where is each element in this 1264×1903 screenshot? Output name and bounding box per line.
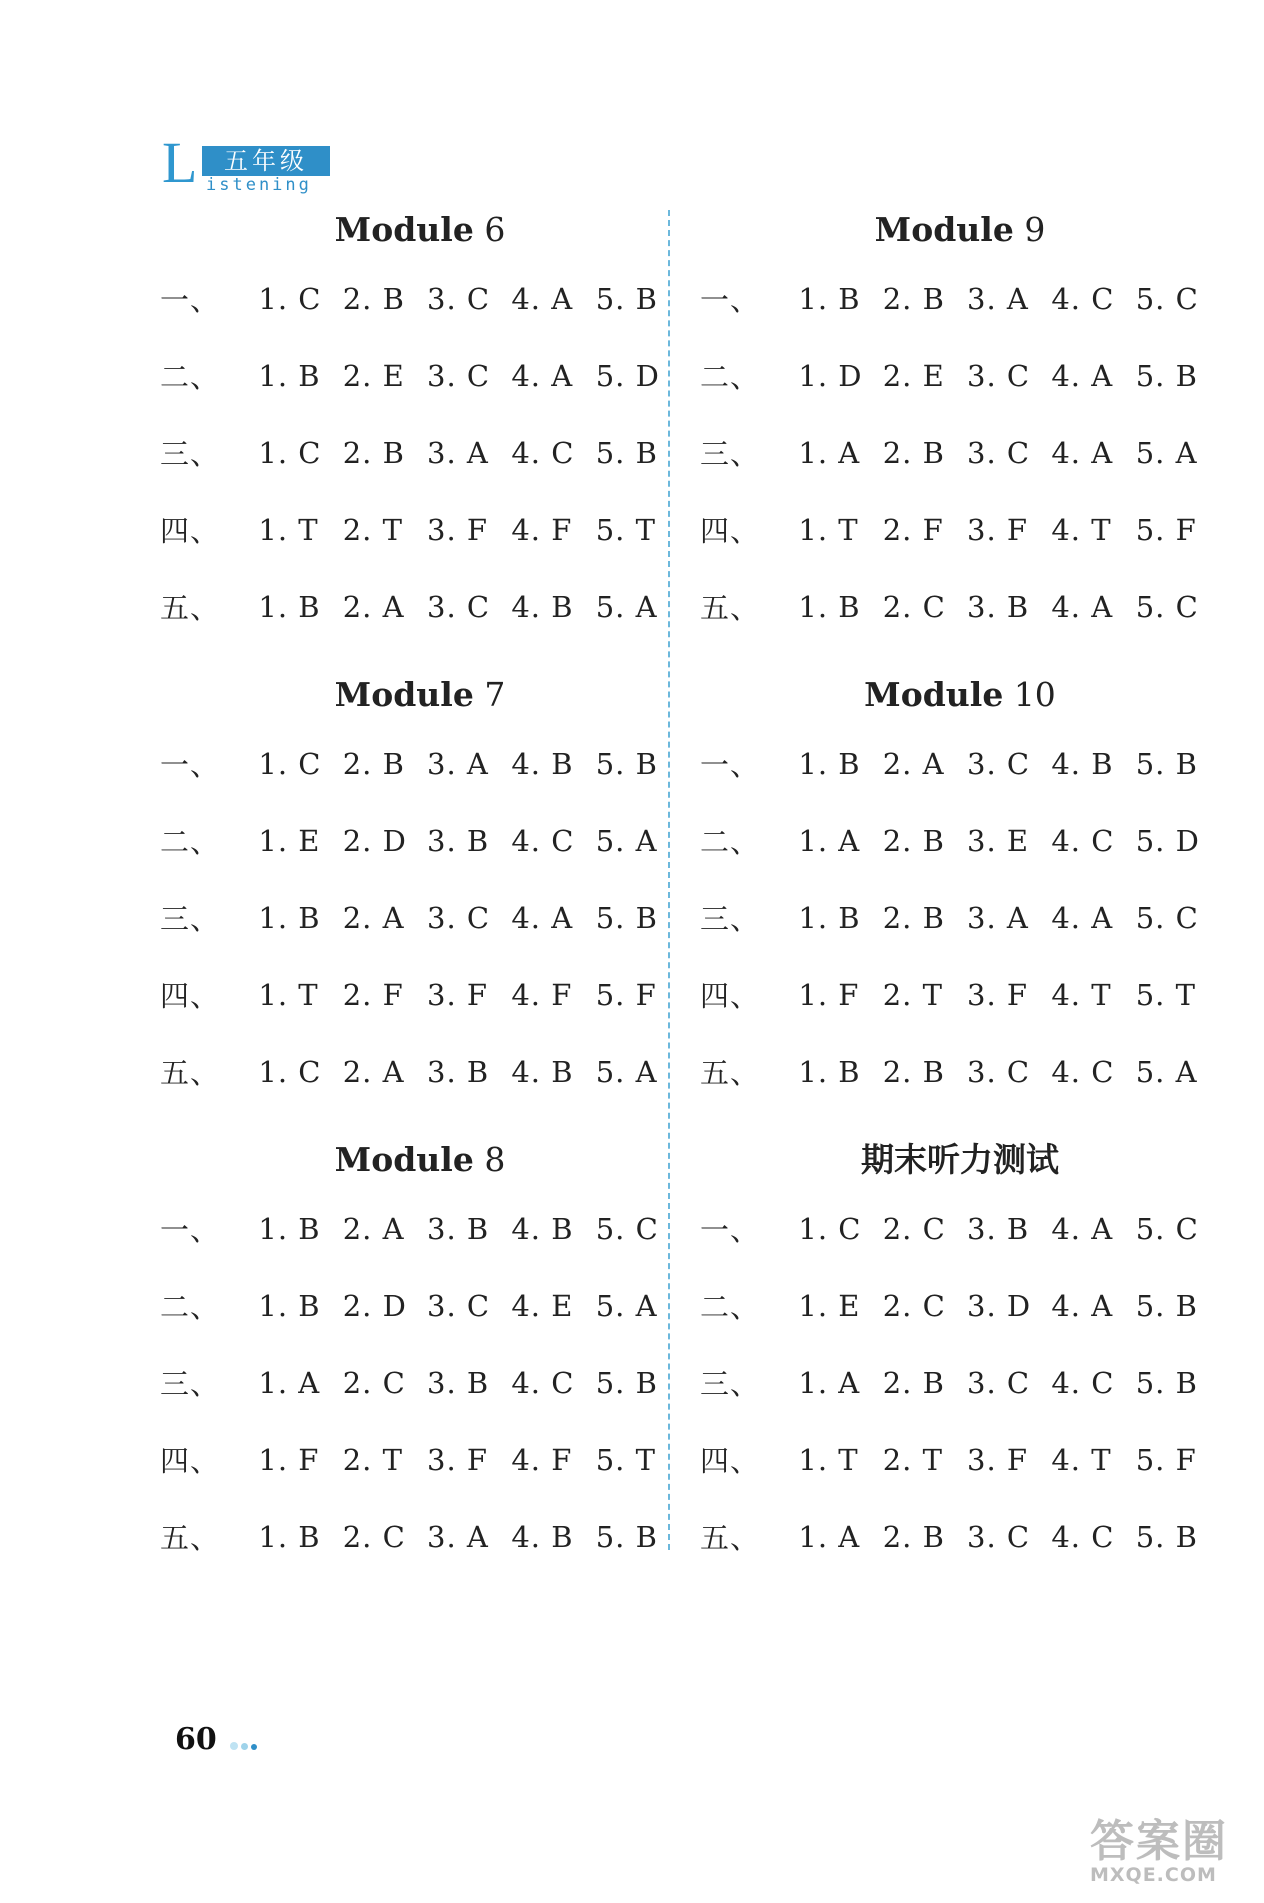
answer-row	[700, 1498, 1220, 1575]
question-part-label: 四、	[700, 514, 761, 548]
answer-item: 1. C	[258, 435, 322, 470]
answer-item: 4. C	[1051, 281, 1115, 316]
question-part-label: 五、	[160, 1056, 221, 1090]
answer-item: 1. B	[798, 900, 861, 935]
answer-item: 2. A	[342, 1054, 405, 1089]
question-part-label: 二、	[160, 825, 221, 859]
question-part-label: 二、	[160, 360, 221, 394]
answer-row	[160, 491, 680, 568]
question-part-label: 三、	[160, 1367, 221, 1401]
answer-item: 3. C	[967, 746, 1031, 781]
answer-item: 5. D	[1135, 823, 1200, 858]
answer-item: 2. E	[882, 358, 945, 393]
answer-item: 2. B	[882, 1519, 945, 1554]
answer-item: 5. B	[1135, 1365, 1198, 1400]
answer-item: 3. F	[427, 1442, 489, 1477]
question-part-label: 三、	[160, 902, 221, 936]
answer-item: 2. C	[882, 1211, 946, 1246]
answer-item: 5. B	[595, 900, 658, 935]
answer-item: 4. B	[1051, 746, 1114, 781]
answer-item: 4. A	[1051, 435, 1114, 470]
answer-item: 5. B	[1135, 746, 1198, 781]
answer-item: 1. C	[798, 1211, 862, 1246]
section-title-number: 8	[484, 1140, 506, 1179]
section-title-keyword: 期末听力测试	[861, 1140, 1059, 1179]
answer-item: 3. C	[427, 589, 491, 624]
answer-row	[160, 879, 680, 956]
answer-item: 2. T	[882, 977, 943, 1012]
section-title	[700, 200, 1220, 260]
watermark	[1090, 1816, 1260, 1900]
answer-item: 3. C	[967, 358, 1031, 393]
answer-row	[700, 1033, 1220, 1110]
answer-item: 1. T	[258, 512, 319, 547]
question-part-label: 三、	[700, 902, 761, 936]
answer-row	[700, 725, 1220, 802]
answer-item: 3. C	[967, 1519, 1031, 1554]
question-part-label: 二、	[160, 1290, 221, 1324]
answer-item: 4. B	[511, 1519, 574, 1554]
answer-item: 2. B	[882, 435, 945, 470]
answer-item: 1. B	[798, 281, 861, 316]
series-logo	[162, 130, 337, 196]
question-part-label: 一、	[700, 1213, 761, 1247]
question-part-label: 二、	[700, 360, 761, 394]
section-title-number: 10	[1013, 675, 1056, 714]
answer-item: 3. B	[967, 589, 1030, 624]
answer-row	[160, 1033, 680, 1110]
section-title-keyword: Module	[334, 1140, 474, 1179]
answer-item: 3. B	[427, 823, 490, 858]
answer-section	[700, 665, 1220, 1110]
question-part-label: 四、	[160, 979, 221, 1013]
answer-row	[700, 956, 1220, 1033]
answer-row	[700, 1421, 1220, 1498]
answer-item: 5. A	[595, 1288, 658, 1323]
answer-item: 1. T	[798, 512, 859, 547]
grade-label: 五年级	[202, 146, 330, 176]
section-title	[160, 1130, 680, 1190]
question-part-label: 五、	[700, 1056, 761, 1090]
question-part-label: 四、	[700, 1444, 761, 1478]
question-part-label: 三、	[700, 437, 761, 471]
answer-item: 5. C	[1135, 1211, 1199, 1246]
answer-item: 3. A	[967, 281, 1029, 316]
question-part-label: 一、	[160, 748, 221, 782]
answer-item: 1. E	[258, 823, 321, 858]
answer-item: 4. A	[511, 281, 574, 316]
answer-item: 3. B	[427, 1365, 490, 1400]
answer-item: 1. A	[258, 1365, 321, 1400]
section-title-keyword: Module	[864, 675, 1004, 714]
answer-item: 4. C	[1051, 823, 1115, 858]
answer-item: 2. A	[342, 900, 405, 935]
answer-item: 1. A	[798, 1365, 861, 1400]
answer-item: 3. C	[427, 1288, 491, 1323]
section-title-keyword: Module	[874, 210, 1014, 249]
answer-item: 4. F	[511, 512, 573, 547]
question-part-label: 三、	[700, 1367, 761, 1401]
answer-section	[700, 200, 1220, 645]
answer-item: 5. C	[595, 1211, 659, 1246]
answer-section	[160, 665, 680, 1110]
section-title-keyword: Module	[334, 210, 474, 249]
page-footer	[175, 1722, 260, 1757]
answer-row	[700, 337, 1220, 414]
question-part-label: 一、	[700, 283, 761, 317]
answer-item: 1. B	[258, 1519, 321, 1554]
logo-subtitle: istening	[206, 175, 312, 195]
answer-item: 1. C	[258, 746, 322, 781]
answer-item: 4. A	[1051, 900, 1114, 935]
answer-item: 2. B	[342, 281, 405, 316]
decorative-dots	[230, 1735, 260, 1754]
answer-item: 5. A	[595, 823, 658, 858]
answer-item: 5. C	[1135, 589, 1199, 624]
answer-item: 5. B	[1135, 1519, 1198, 1554]
answer-item: 3. F	[967, 977, 1029, 1012]
section-title-number: 9	[1024, 210, 1046, 249]
answer-item: 3. F	[427, 512, 489, 547]
question-part-label: 五、	[160, 591, 221, 625]
answer-item: 1. E	[798, 1288, 861, 1323]
answer-item: 1. T	[798, 1442, 859, 1477]
answer-item: 4. B	[511, 589, 574, 624]
answer-item: 4. C	[1051, 1365, 1115, 1400]
answer-item: 4. A	[1051, 589, 1114, 624]
answer-item: 2. A	[342, 1211, 405, 1246]
answer-item: 3. B	[427, 1211, 490, 1246]
answer-row	[160, 414, 680, 491]
answer-item: 3. F	[967, 512, 1029, 547]
answer-item: 4. C	[511, 435, 575, 470]
answer-row	[160, 260, 680, 337]
answer-item: 4. C	[511, 823, 575, 858]
question-part-label: 四、	[700, 979, 761, 1013]
answer-item: 2. E	[342, 358, 405, 393]
answer-row	[160, 1190, 680, 1267]
answer-item: 2. B	[882, 900, 945, 935]
answer-item: 3. C	[427, 900, 491, 935]
answer-item: 1. F	[258, 1442, 320, 1477]
section-title-number: 6	[484, 210, 506, 249]
answer-row	[700, 1267, 1220, 1344]
question-part-label: 四、	[160, 1444, 221, 1478]
answer-item: 4. F	[511, 977, 573, 1012]
answer-item: 1. F	[798, 977, 860, 1012]
answer-item: 5. A	[1135, 435, 1198, 470]
answer-item: 2. F	[342, 977, 404, 1012]
answer-row	[160, 568, 680, 645]
answer-item: 4. A	[1051, 1288, 1114, 1323]
answer-item: 1. B	[258, 1211, 321, 1246]
answer-item: 4. T	[1051, 512, 1112, 547]
question-part-label: 五、	[700, 591, 761, 625]
answer-item: 3. C	[427, 281, 491, 316]
answer-row	[700, 491, 1220, 568]
answer-item: 2. F	[882, 512, 944, 547]
answer-item: 3. A	[427, 746, 489, 781]
page-number: 60	[175, 1722, 217, 1757]
answer-item: 4. F	[511, 1442, 573, 1477]
answer-item: 1. C	[258, 1054, 322, 1089]
answer-item: 3. C	[427, 358, 491, 393]
answer-row	[160, 1344, 680, 1421]
answer-item: 4. T	[1051, 1442, 1112, 1477]
section-title-number: 7	[484, 675, 506, 714]
answer-row	[160, 956, 680, 1033]
answer-item: 3. E	[967, 823, 1030, 858]
answer-item: 5. A	[595, 589, 658, 624]
answer-item: 2. C	[882, 1288, 946, 1323]
answer-item: 2. D	[342, 1288, 407, 1323]
answer-item: 4. E	[511, 1288, 574, 1323]
answer-item: 1. B	[798, 589, 861, 624]
answer-item: 4. B	[511, 1054, 574, 1089]
answer-item: 2. C	[882, 589, 946, 624]
answer-item: 5. C	[1135, 900, 1199, 935]
question-part-label: 三、	[160, 437, 221, 471]
answer-item: 1. B	[798, 746, 861, 781]
watermark-text: 答案圈	[1090, 1816, 1228, 1867]
answer-item: 1. T	[258, 977, 319, 1012]
answer-item: 3. A	[427, 435, 489, 470]
section-title	[700, 665, 1220, 725]
answer-item: 3. A	[967, 900, 1029, 935]
answer-item: 4. A	[1051, 358, 1114, 393]
answer-item: 2. T	[882, 1442, 943, 1477]
answer-row	[700, 879, 1220, 956]
answer-item: 4. B	[511, 746, 574, 781]
question-part-label: 五、	[160, 1521, 221, 1555]
answer-item: 2. C	[342, 1365, 406, 1400]
answer-item: 3. C	[967, 435, 1031, 470]
answer-item: 1. D	[798, 358, 863, 393]
answer-item: 5. F	[1135, 512, 1197, 547]
answer-item: 5. T	[595, 512, 656, 547]
answer-row	[700, 1344, 1220, 1421]
answer-row	[160, 802, 680, 879]
question-part-label: 一、	[700, 748, 761, 782]
answer-item: 1. B	[258, 1288, 321, 1323]
answer-item: 4. B	[511, 1211, 574, 1246]
answer-item: 5. F	[1135, 1442, 1197, 1477]
watermark-url: MXQE.COM	[1090, 1864, 1217, 1886]
section-title	[700, 1130, 1220, 1190]
question-part-label: 一、	[160, 283, 221, 317]
answer-item: 2. T	[342, 1442, 403, 1477]
answer-row	[160, 725, 680, 802]
answer-item: 5. B	[595, 281, 658, 316]
answer-item: 3. C	[967, 1054, 1031, 1089]
answer-item: 4. C	[511, 1365, 575, 1400]
answer-item: 2. T	[342, 512, 403, 547]
answer-item: 3. A	[427, 1519, 489, 1554]
question-part-label: 二、	[700, 825, 761, 859]
answer-item: 1. A	[798, 823, 861, 858]
answer-row	[700, 260, 1220, 337]
answer-section	[160, 200, 680, 645]
answer-item: 2. B	[882, 823, 945, 858]
section-title-keyword: Module	[334, 675, 474, 714]
section-title	[160, 665, 680, 725]
answer-item: 5. B	[595, 435, 658, 470]
question-part-label: 一、	[160, 1213, 221, 1247]
answer-item: 2. B	[882, 1365, 945, 1400]
answer-item: 4. C	[1051, 1054, 1115, 1089]
answer-row	[160, 1267, 680, 1344]
answer-section	[160, 1130, 680, 1575]
answer-item: 5. F	[595, 977, 657, 1012]
answer-row	[160, 1498, 680, 1575]
answer-row	[160, 1421, 680, 1498]
answer-item: 1. A	[798, 1519, 861, 1554]
answer-item: 2. A	[342, 589, 405, 624]
answer-item: 1. C	[258, 281, 322, 316]
answer-item: 5. T	[595, 1442, 656, 1477]
answer-item: 2. C	[342, 1519, 406, 1554]
answer-item: 4. A	[511, 900, 574, 935]
answer-item: 1. B	[258, 589, 321, 624]
answer-item: 1. B	[258, 358, 321, 393]
answer-item: 5. A	[1135, 1054, 1198, 1089]
answer-item: 5. C	[1135, 281, 1199, 316]
answer-item: 5. B	[595, 746, 658, 781]
answer-item: 5. B	[595, 1519, 658, 1554]
logo-letter: L	[162, 130, 198, 195]
answer-item: 3. F	[427, 977, 489, 1012]
answer-item: 1. B	[798, 1054, 861, 1089]
answer-item: 2. B	[882, 1054, 945, 1089]
answer-item: 4. T	[1051, 977, 1112, 1012]
answer-item: 5. B	[1135, 1288, 1198, 1323]
answer-item: 3. D	[967, 1288, 1032, 1323]
answer-section	[700, 1130, 1220, 1575]
answer-item: 3. F	[967, 1442, 1029, 1477]
answer-item: 3. B	[967, 1211, 1030, 1246]
answer-item: 5. A	[595, 1054, 658, 1089]
answer-item: 2. B	[342, 435, 405, 470]
answer-row	[160, 337, 680, 414]
question-part-label: 二、	[700, 1290, 761, 1324]
answer-item: 5. B	[1135, 358, 1198, 393]
answer-item: 4. C	[1051, 1519, 1115, 1554]
answer-item: 4. A	[511, 358, 574, 393]
answer-item: 2. B	[882, 281, 945, 316]
answer-item: 5. B	[595, 1365, 658, 1400]
answer-row	[700, 414, 1220, 491]
answer-item: 1. A	[798, 435, 861, 470]
answer-row	[700, 1190, 1220, 1267]
section-title	[160, 200, 680, 260]
answer-item: 3. C	[967, 1365, 1031, 1400]
answer-row	[700, 802, 1220, 879]
answer-item: 3. B	[427, 1054, 490, 1089]
question-part-label: 五、	[700, 1521, 761, 1555]
question-part-label: 四、	[160, 514, 221, 548]
answer-item: 2. A	[882, 746, 945, 781]
answer-row	[700, 568, 1220, 645]
answer-item: 5. T	[1135, 977, 1196, 1012]
answer-item: 2. D	[342, 823, 407, 858]
answer-item: 4. A	[1051, 1211, 1114, 1246]
answer-item: 1. B	[258, 900, 321, 935]
answer-item: 5. D	[595, 358, 660, 393]
answer-item: 2. B	[342, 746, 405, 781]
